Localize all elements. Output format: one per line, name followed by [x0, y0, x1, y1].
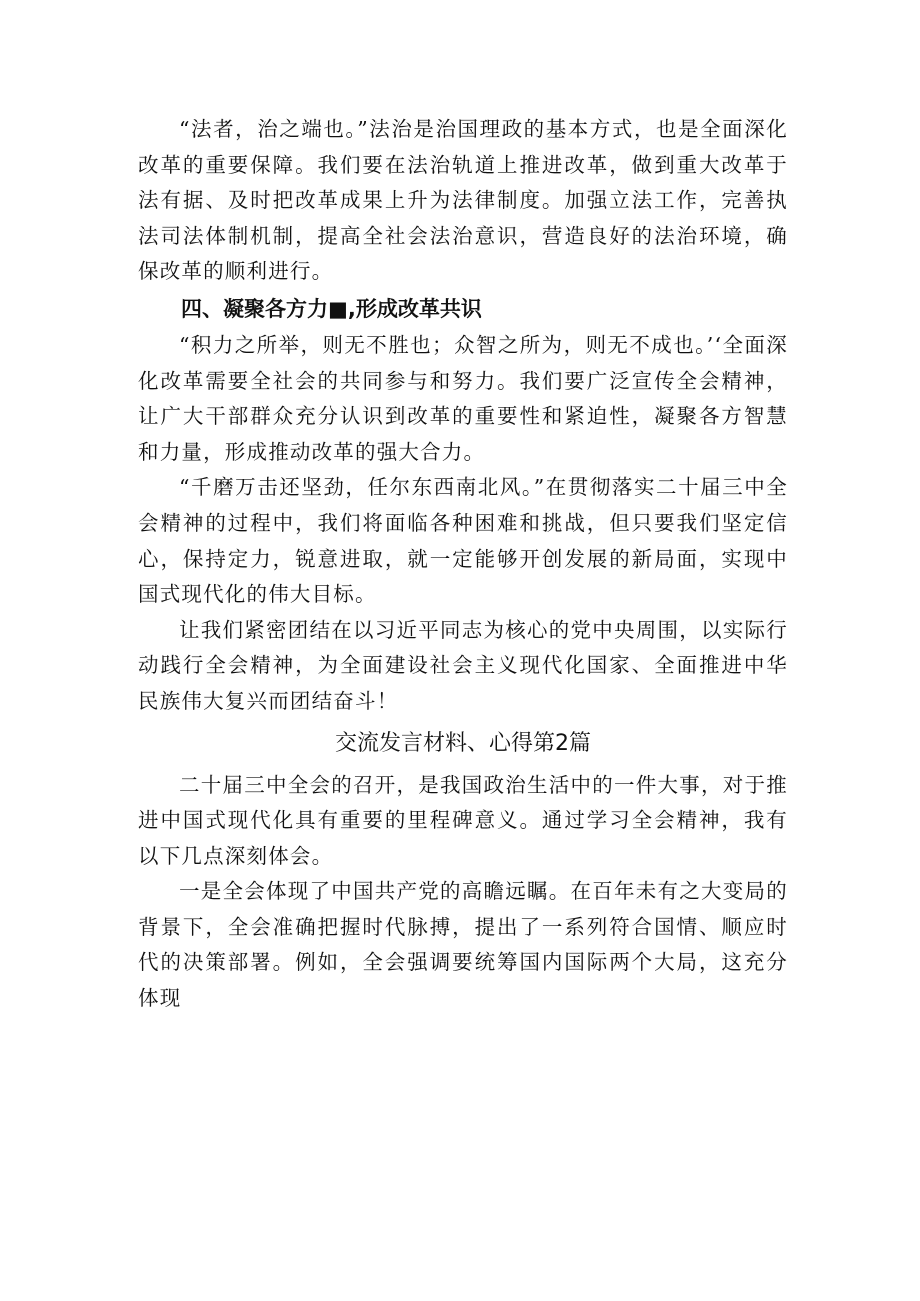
document-body	[138, 112, 788, 1017]
paragraph-perseverance: “千磨万击还坚劲，任尔东西南北风。”在贯彻落实二十届三中全会精神的过程中，我们将面临各种困难和挑战，但只要我们坚定信心，保持定力，锐意进取，就一定能够开创发展的新局面，实现中国式现代化的伟大目标。	[138, 475, 788, 607]
paragraph-call-to-unity: 让我们紧密团结在以习近平同志为核心的党中央周围，以实际行动践行全会精神，为全面建设社会主义现代化国家、全面推进中华民族伟大复兴而团结奋斗！	[138, 617, 788, 713]
section-heading-four: 四、凝聚各方力■,形成改革共识	[181, 296, 482, 321]
paragraph-consensus: “积力之所举，则无不胜也；众智之所为，则无不成也。’‘全面深化改革需要全社会的共同参与和努力。我们要广泛宣传全会精神，让广大干部群众充分认识到改革的重要性和紧迫性，凝聚各方智慧和力量，形成推动改革的强大合力。	[138, 332, 788, 464]
article-title: 交流发言材料、心得第2篇	[335, 730, 591, 756]
paragraph-plenum-significance: 二十届三中全会的召开，是我国政治生活中的一件大事，对于推进中国式现代化具有重要的里程碑意义。通过学习全会精神，我有以下几点深刻体会。	[138, 772, 788, 868]
paragraph-point-one: 一是全会体现了中国共产党的高瞻远瞩。在百年未有之大变局的背景下，全会准确把握时代脉搏，提出了一系列符合国情、顺应时代的决策部署。例如，全会强调要统筹国内国际两个大局，这充分体现	[138, 879, 788, 1011]
paragraph-rule-of-law: “法者，治之端也。”法治是治国理政的基本方式，也是全面深化改革的重要保障。我们要在法治轨道上推进改革，做到重大改革于法有据、及时把改革成果上升为法律制度。加强立法工作，完善执法司法体制机制，提高全社会法治意识，营造良好的法治环境，确保改革的顺利进行。	[138, 117, 788, 284]
